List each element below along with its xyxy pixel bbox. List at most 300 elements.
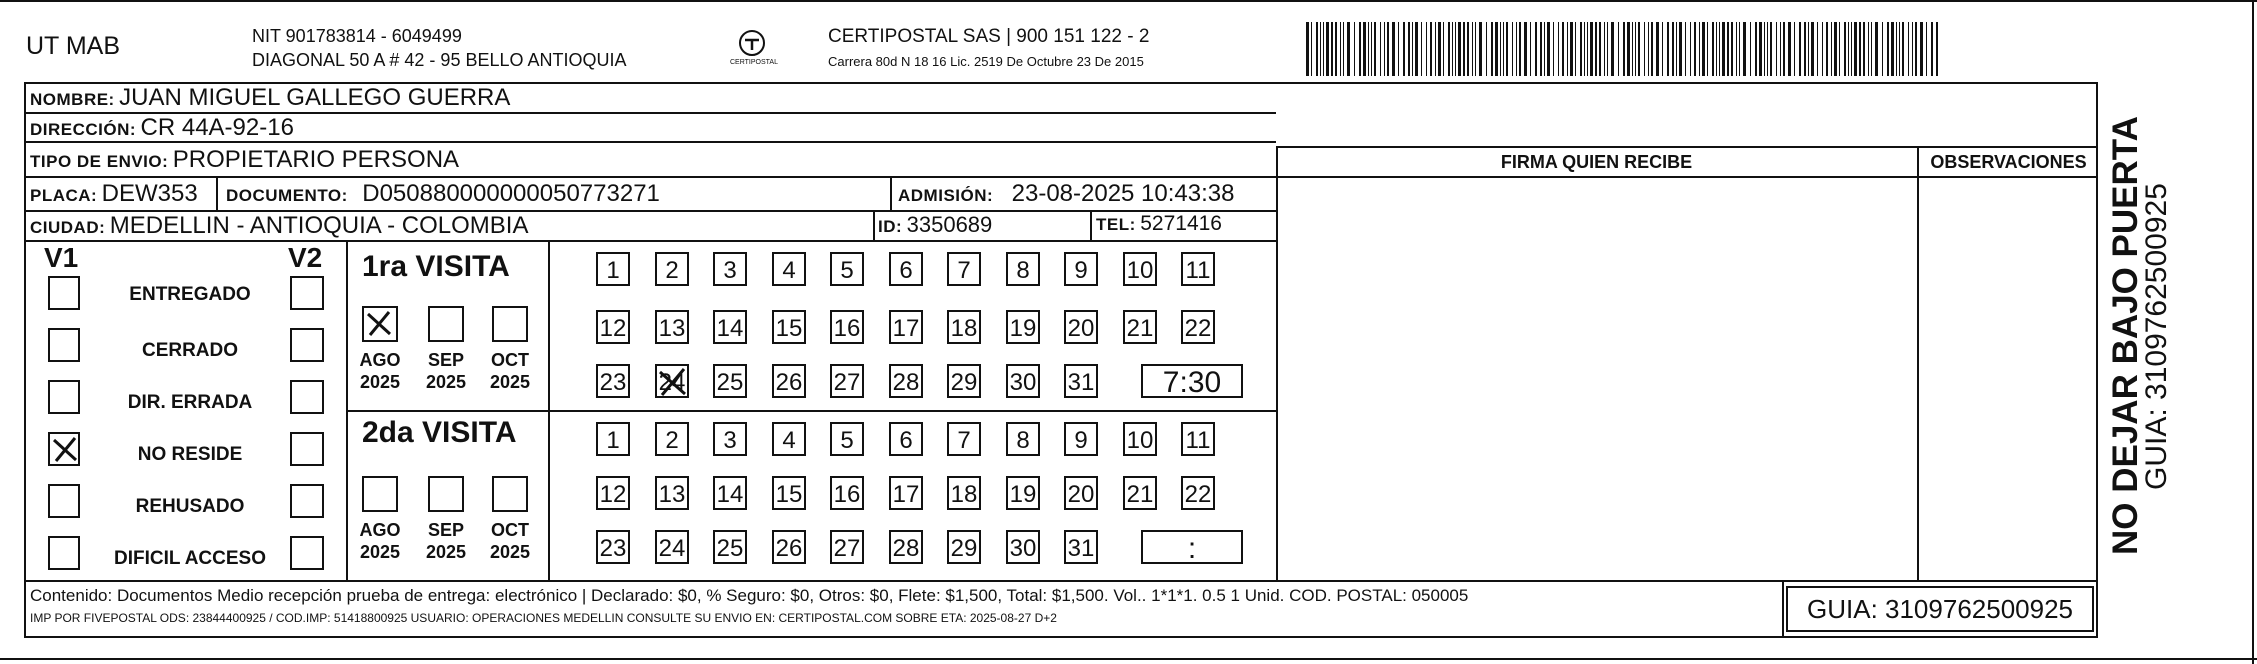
tel-label: TEL: (1096, 215, 1136, 234)
barcode-bar (1371, 22, 1372, 76)
day-box[interactable]: 29 (947, 364, 981, 398)
barcode-bar (1524, 22, 1527, 76)
day-box[interactable]: 7 (947, 422, 981, 456)
day-box[interactable]: 14 (713, 476, 747, 510)
barcode-bar (1347, 22, 1350, 76)
month-checkbox[interactable] (428, 476, 464, 512)
footer-imp: IMP POR FIVEPOSTAL ODS: 23844400925 / COD.IMP: 51418800925 USUARIO: OPERACIONES MEDELLIN CONSULTE SU ENVIO EN: CERTIPOSTAL.COM SOBRE ETA: 2025-08-27 D+2 (30, 611, 1057, 625)
day-box[interactable]: 17 (889, 310, 923, 344)
documento-row (226, 180, 660, 208)
signature-area[interactable] (1278, 178, 1917, 580)
barcode-bar (1530, 22, 1531, 76)
row-line (1276, 146, 2098, 148)
barcode-bar (1584, 22, 1585, 76)
barcode-bar (1580, 22, 1582, 76)
day-box[interactable]: 27 (830, 364, 864, 398)
barcode-bar (1875, 22, 1878, 76)
barcode-bar (1611, 22, 1614, 76)
barcode-bar (1776, 22, 1777, 76)
day-box[interactable]: 28 (889, 530, 923, 564)
nombre-value: JUAN MIGUEL GALLEGO GUERRA (119, 84, 511, 111)
visit2-title: 2da VISITA (362, 416, 517, 449)
v2-checkbox[interactable] (290, 432, 324, 466)
barcode-bar (1326, 22, 1329, 76)
barcode-bar (1495, 22, 1498, 76)
day-box[interactable]: 12 (596, 476, 630, 510)
barcode-bar (1311, 22, 1312, 76)
barcode-bar (1540, 22, 1542, 76)
barcode-bar (1384, 22, 1385, 76)
v2-label: V2 (288, 242, 323, 273)
row-line (24, 580, 2098, 582)
barcode-bar (1638, 22, 1640, 76)
day-box[interactable]: 25 (713, 530, 747, 564)
bottom-border (0, 658, 2257, 660)
barcode-bar (1421, 22, 1422, 76)
barcode-bar (1412, 22, 1413, 76)
side-warning: NO DEJAR BAJO PUERTA (2106, 116, 2145, 555)
barcode-bar (1340, 22, 1341, 76)
barcode-bar (1455, 22, 1456, 76)
certipostal-logo (730, 28, 778, 74)
v1-checkbox[interactable] (48, 484, 80, 518)
year-label: 2025 (489, 542, 531, 562)
barcode-bar (1426, 22, 1427, 76)
barcode-bar (1759, 22, 1762, 76)
barcode-bar (1662, 22, 1663, 76)
barcode-bar (1831, 22, 1832, 76)
barcode-bar (1590, 22, 1593, 76)
barcode-bar (1575, 22, 1576, 76)
day-box[interactable]: 31 (1064, 530, 1098, 564)
barcode-bar (1887, 22, 1889, 76)
barcode-bar (1644, 22, 1645, 76)
barcode-bar (1403, 22, 1405, 76)
visit1-title: 1ra VISITA (362, 250, 510, 283)
day-box[interactable]: 2 (655, 252, 689, 286)
barcode-bar (1503, 22, 1504, 76)
barcode-bar (1570, 22, 1573, 76)
company-name: UT MAB (26, 32, 120, 60)
barcode-bar (1354, 22, 1355, 76)
barcode-bar (1882, 22, 1883, 76)
month-checkbox[interactable] (492, 476, 528, 512)
barcode-bar (1896, 22, 1897, 76)
observaciones-label: OBSERVACIONES (1930, 152, 2087, 172)
barcode-bar (1452, 22, 1453, 76)
barcode-bar (1595, 22, 1597, 76)
day-box[interactable]: 18 (947, 310, 981, 344)
firma-label: FIRMA QUIEN RECIBE (1500, 152, 1693, 172)
company-nit: NIT 901783814 - 6049499 (252, 26, 462, 46)
v2-checkbox[interactable] (290, 328, 324, 362)
barcode-bar (1320, 22, 1321, 76)
direccion-value: CR 44A-92-16 (140, 114, 294, 141)
day-box[interactable]: 11 (1181, 252, 1215, 286)
barcode-bar (1415, 22, 1418, 76)
day-box[interactable]: 10 (1123, 252, 1157, 286)
barcode-bar (1500, 22, 1501, 76)
day-box[interactable]: 1 (596, 422, 630, 456)
placa-value: DEW353 (101, 180, 198, 207)
day-box[interactable]: 6 (889, 252, 923, 286)
v2-checkbox[interactable] (290, 484, 324, 518)
barcode-bar (1743, 22, 1746, 76)
barcode-bar (1651, 22, 1653, 76)
barcode-bar (1387, 22, 1389, 76)
barcode-bar (1848, 22, 1849, 76)
status-label: REHUSADO (135, 496, 245, 517)
barcode-bar (1783, 22, 1785, 76)
col-line (890, 176, 892, 210)
barcode-bar (1679, 22, 1682, 76)
day-box[interactable]: 8 (1006, 422, 1040, 456)
day-box[interactable]: 21 (1123, 476, 1157, 510)
barcode-bar (1912, 22, 1913, 76)
day-box[interactable]: 19 (1006, 310, 1040, 344)
barcode-bar (1558, 22, 1559, 76)
barcode-bar (1851, 22, 1852, 76)
barcode-bar (1306, 22, 1309, 76)
barcode-bar (1826, 22, 1828, 76)
barcode-bar (1506, 22, 1508, 76)
day-box[interactable]: 10 (1123, 422, 1157, 456)
barcode-bar (1618, 22, 1619, 76)
time-box[interactable]: : (1141, 530, 1243, 564)
right-border (2252, 0, 2254, 664)
day-box[interactable]: 20 (1064, 476, 1098, 510)
barcode-bar (1672, 22, 1674, 76)
barcode-bar (1694, 22, 1696, 76)
barcode-bar (1627, 22, 1630, 76)
barcode-bar (1463, 22, 1465, 76)
barcode-bar (1780, 22, 1781, 76)
id-label: ID: (878, 217, 903, 236)
documento-value: D050880000000050773271 (362, 180, 660, 207)
barcode-bar (1822, 22, 1823, 76)
documento-label: DOCUMENTO: (226, 186, 348, 205)
barcode-bar (1544, 22, 1545, 76)
nombre-row (30, 84, 510, 112)
col-line (1782, 580, 1784, 638)
nombre-label: NOMBRE: (30, 90, 115, 109)
barcode-bar (1567, 22, 1568, 76)
barcode-bar (1335, 22, 1337, 76)
barcode-bar (1871, 22, 1872, 76)
direccion-row (30, 114, 294, 142)
day-box[interactable]: 6 (889, 422, 923, 456)
day-box[interactable]: 26 (772, 364, 806, 398)
logo-text: CERTIPOSTAL (730, 59, 778, 66)
day-box[interactable]: 18 (947, 476, 981, 510)
barcode-bar (1547, 22, 1550, 76)
row-line (24, 240, 1276, 242)
barcode-bar (1408, 22, 1410, 76)
barcode-bar (1623, 22, 1625, 76)
month-label: AGO (359, 520, 401, 540)
barcode-bar (1931, 22, 1933, 76)
barcode-bar (1467, 22, 1469, 76)
barcode-bar (1899, 22, 1900, 76)
day-box[interactable]: 22 (1181, 310, 1215, 344)
barcode-bar (1516, 22, 1517, 76)
v2-checkbox[interactable] (290, 380, 324, 414)
barcode-bar (1587, 22, 1588, 76)
day-box[interactable]: 28 (889, 364, 923, 398)
barcode-bar (1926, 22, 1927, 76)
day-box[interactable]: 19 (1006, 476, 1040, 510)
month-label: SEP (427, 520, 465, 540)
admision-row (898, 180, 1234, 208)
barcode-bar (1902, 22, 1904, 76)
month-label: OCT (491, 350, 529, 370)
row-line (346, 410, 1276, 412)
barcode-bar (1731, 22, 1733, 76)
barcode-bar (1908, 22, 1909, 76)
day-box[interactable]: 3 (713, 252, 747, 286)
barcode-bar (1553, 22, 1554, 76)
status-label: DIFICIL ACCESO (113, 548, 266, 569)
day-box[interactable]: 27 (830, 530, 864, 564)
day-box[interactable]: 24 (655, 530, 689, 564)
barcode-bar (1374, 22, 1376, 76)
status-label: NO RESIDE (137, 444, 243, 465)
day-box[interactable]: 12 (596, 310, 630, 344)
day-box[interactable]: 20 (1064, 310, 1098, 344)
barcode-bar (1920, 22, 1923, 76)
footer-contenido: Contenido: Documentos Medio recepción prueba de entrega: electrónico | Declarado: $0, % Seguro: $0, Otros: $0, Flete: $1,500, Total: $1,500. Vol.. 1*1*1. 0.5 1 Unid. COD. POSTAL: 050005 (30, 586, 1469, 605)
month-checkbox[interactable] (362, 306, 398, 342)
tipo-label: TIPO DE ENVIO: (30, 152, 169, 171)
day-box[interactable]: 31 (1064, 364, 1098, 398)
barcode (1306, 22, 1940, 76)
admision-value: 23-08-2025 10:43:38 (1011, 180, 1235, 207)
barcode-bar (1448, 22, 1450, 76)
day-box[interactable]: 13 (655, 310, 689, 344)
id-value: 3350689 (906, 212, 993, 237)
day-box[interactable]: 14 (713, 310, 747, 344)
footer-guia: GUIA: 3109762500925 (1786, 586, 2094, 632)
month-label: SEP (427, 350, 465, 370)
barcode-bar (1392, 22, 1395, 76)
barcode-bar (1635, 22, 1636, 76)
barcode-bar (1363, 22, 1366, 76)
barcode-bar (1699, 22, 1700, 76)
barcode-bar (1915, 22, 1917, 76)
day-box[interactable]: 5 (830, 422, 864, 456)
col-line (1090, 210, 1092, 240)
top-border (0, 0, 2257, 2)
barcode-bar (1750, 22, 1751, 76)
time-box[interactable]: 7:30 (1141, 364, 1243, 398)
barcode-bar (1475, 22, 1476, 76)
barcode-bar (1443, 22, 1444, 76)
barcode-bar (1727, 22, 1729, 76)
barcode-bar (1859, 22, 1861, 76)
barcode-bar (1331, 22, 1333, 76)
barcode-bar (1676, 22, 1677, 76)
barcode-bar (1435, 22, 1436, 76)
day-box[interactable]: 1 (596, 252, 630, 286)
barcode-bar (1854, 22, 1857, 76)
v1-checkbox[interactable] (48, 536, 80, 570)
day-box[interactable]: 9 (1064, 252, 1098, 286)
barcode-bar (1799, 22, 1801, 76)
barcode-bar (1719, 22, 1720, 76)
barcode-bar (1438, 22, 1441, 76)
company-address: DIAGONAL 50 A # 42 - 95 BELLO ANTIOQUIA (252, 50, 627, 70)
barcode-bar (1479, 22, 1482, 76)
barcode-bar (1712, 22, 1714, 76)
barcode-bar (1599, 22, 1601, 76)
col-line (216, 176, 218, 210)
barcode-bar (1535, 22, 1537, 76)
day-box[interactable]: 5 (830, 252, 864, 286)
barcode-bar (1690, 22, 1691, 76)
day-box[interactable]: 7 (947, 252, 981, 286)
barcode-bar (1343, 22, 1344, 76)
ciudad-label: CIUDAD: (30, 218, 106, 237)
barcode-bar (1380, 22, 1381, 76)
barcode-bar (1804, 22, 1806, 76)
barcode-bar (1368, 22, 1369, 76)
day-box[interactable]: 26 (772, 530, 806, 564)
col-line (873, 210, 875, 240)
day-box[interactable]: 9 (1064, 422, 1098, 456)
month-checkbox[interactable] (362, 476, 398, 512)
day-box[interactable]: 15 (772, 310, 806, 344)
barcode-bar (1716, 22, 1717, 76)
day-box[interactable]: 4 (772, 252, 806, 286)
day-box[interactable]: 17 (889, 476, 923, 510)
barcode-bar (1656, 22, 1659, 76)
day-box[interactable]: 3 (713, 422, 747, 456)
day-box[interactable]: 24 (655, 364, 689, 398)
month-checkbox[interactable] (492, 306, 528, 342)
year-label: 2025 (359, 542, 401, 562)
month-checkbox[interactable] (428, 306, 464, 342)
day-box[interactable]: 25 (713, 364, 747, 398)
day-box[interactable]: 13 (655, 476, 689, 510)
barcode-bar (1764, 22, 1765, 76)
barcode-bar (1519, 22, 1521, 76)
day-box[interactable]: 2 (655, 422, 689, 456)
barcode-bar (1767, 22, 1768, 76)
day-box[interactable]: 16 (830, 476, 864, 510)
barcode-bar (1868, 22, 1869, 76)
barcode-bar (1736, 22, 1737, 76)
barcode-bar (1834, 22, 1837, 76)
barcode-bar (1604, 22, 1605, 76)
barcode-bar (1808, 22, 1809, 76)
day-box[interactable]: 22 (1181, 476, 1215, 510)
barcode-bar (1359, 22, 1361, 76)
barcode-bar (1788, 22, 1791, 76)
day-box[interactable]: 15 (772, 476, 806, 510)
barcode-bar (1817, 22, 1818, 76)
barcode-bar (1755, 22, 1757, 76)
barcode-bar (1607, 22, 1608, 76)
barcode-bar (1562, 22, 1564, 76)
v2-checkbox[interactable] (290, 536, 324, 570)
status-label: DIR. ERRADA (127, 392, 253, 413)
year-label: 2025 (489, 372, 531, 392)
side-guia: GUIA: 3109762500925 (2140, 183, 2173, 490)
day-box[interactable]: 30 (1006, 364, 1040, 398)
barcode-bar (1458, 22, 1461, 76)
barcode-bar (1316, 22, 1318, 76)
year-label: 2025 (359, 372, 401, 392)
month-label: OCT (491, 520, 529, 540)
year-label: 2025 (425, 372, 467, 392)
day-box[interactable]: 23 (596, 364, 630, 398)
id-row (878, 212, 992, 238)
barcode-bar (1667, 22, 1669, 76)
ciudad-row (30, 212, 528, 240)
placa-row (30, 180, 198, 208)
barcode-bar (1632, 22, 1633, 76)
v1-checkbox[interactable] (48, 380, 80, 414)
barcode-bar (1685, 22, 1686, 76)
day-box[interactable]: 4 (772, 422, 806, 456)
v1-checkbox[interactable] (48, 276, 80, 310)
ciudad-value: MEDELLIN - ANTIOQUIA - COLOMBIA (109, 212, 529, 239)
barcode-bar (1398, 22, 1399, 76)
day-box[interactable]: 11 (1181, 422, 1215, 456)
v1-label: V1 (44, 242, 79, 273)
v1-checkbox[interactable] (48, 432, 80, 466)
tel-value: 5271416 (1140, 212, 1222, 235)
day-box[interactable]: 30 (1006, 530, 1040, 564)
direccion-label: DIRECCIÓN: (30, 120, 137, 139)
barcode-bar (1839, 22, 1840, 76)
barcode-bar (1512, 22, 1513, 76)
carrier-license: Carrera 80d N 18 16 Lic. 2519 De Octubre 23 De 2015 (828, 54, 1144, 69)
day-box[interactable]: 21 (1123, 310, 1157, 344)
day-box[interactable]: 16 (830, 310, 864, 344)
barcode-bar (1722, 22, 1725, 76)
barcode-bar (1739, 22, 1740, 76)
barcode-bar (1863, 22, 1865, 76)
barcode-bar (1811, 22, 1814, 76)
month-label: AGO (359, 350, 401, 370)
observaciones-area[interactable] (1919, 178, 2096, 580)
v1-checkbox[interactable] (48, 328, 80, 362)
barcode-bar (1770, 22, 1772, 76)
status-label: ENTREGADO (129, 284, 251, 305)
barcode-bar (1430, 22, 1432, 76)
carrier-name: CERTIPOSTAL SAS | 900 151 122 - 2 (828, 26, 1150, 47)
tel-row (1096, 212, 1222, 236)
barcode-bar (1707, 22, 1708, 76)
year-label: 2025 (425, 542, 467, 562)
barcode-bar (1844, 22, 1846, 76)
admision-label: ADMISIÓN: (898, 186, 994, 205)
barcode-bar (1702, 22, 1705, 76)
day-box[interactable]: 23 (596, 530, 630, 564)
barcode-bar (1891, 22, 1894, 76)
day-box[interactable]: 29 (947, 530, 981, 564)
status-label: CERRADO (141, 340, 239, 361)
day-box[interactable]: 8 (1006, 252, 1040, 286)
barcode-bar (1323, 22, 1324, 76)
barcode-bar (1491, 22, 1493, 76)
v2-checkbox[interactable] (290, 276, 324, 310)
barcode-bar (1794, 22, 1795, 76)
barcode-bar (1648, 22, 1649, 76)
barcode-bar (1936, 22, 1938, 76)
barcode-bar (1472, 22, 1473, 76)
